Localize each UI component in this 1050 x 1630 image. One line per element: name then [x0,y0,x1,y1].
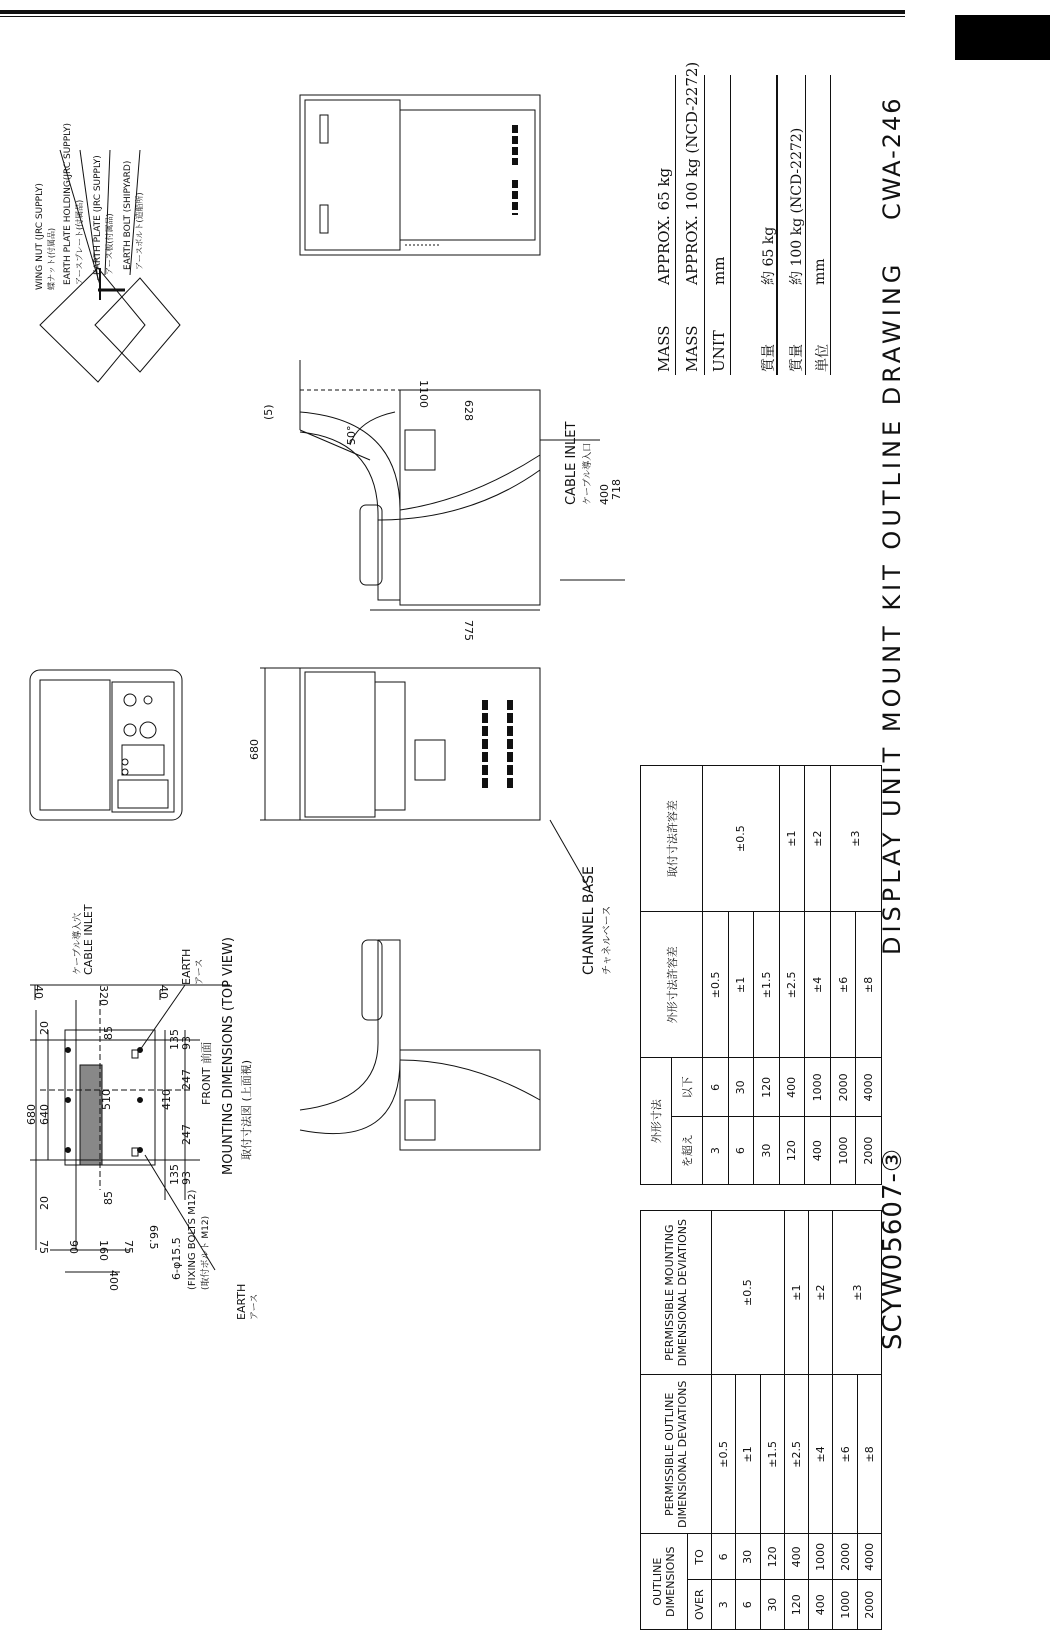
cell: 400 [805,1117,831,1185]
cell: ±2 [809,1211,833,1375]
mass2-value: APPROX. 100 kg (NCD-2272) [683,61,701,285]
cable-inlet-hatch [80,1065,102,1165]
drawing-title: DISPLAY UNIT MOUNT KIT OUTLINE DRAWING [878,260,906,955]
dim-775: 775 [462,620,475,641]
unit-value: mm [710,256,728,285]
cell: 400 [809,1580,833,1630]
side-cable-inlet-en: CABLE INLET [564,421,579,505]
cell: ±4 [805,912,831,1058]
cell: ±0.5 [703,766,780,912]
table-row [805,766,831,1185]
mount-earth-top-en: EARTH [180,948,193,985]
cell: 1000 [833,1580,857,1630]
cell: ±2.5 [784,1375,808,1534]
th-perm-mount: PERMISSIBLE MOUNTING DIMENSIONAL DEVIATIONS [641,1211,712,1375]
dim-angle: 50° [345,425,358,445]
dim-247b: 247 [180,1124,193,1145]
cell: 4000 [857,1534,881,1580]
cell: 1000 [830,1117,856,1185]
front-view-stand [300,668,540,820]
earth-label-1: WING NUT (JRC SUPPLY) [35,183,45,290]
mass2-label: MASS [683,325,701,372]
cell: 1000 [809,1534,833,1580]
jp-unit-value: mm [812,258,828,285]
mount-fixing: 6-φ15.5 [170,1237,183,1280]
cell: ±2.5 [779,912,805,1058]
cell: 120 [760,1534,784,1580]
mount-earth-bot-jp: アース [250,1293,260,1320]
cell: 400 [784,1534,808,1580]
cell: ±1 [779,766,805,912]
earth-label-2: EARTH PLATE HOLDING(JRC SUPPLY) [63,123,73,285]
dim-628: 628 [462,400,475,421]
cell: ±3 [833,1211,882,1375]
top-view-body [300,95,540,255]
earth-label-3-jp: アース板(付属品) [105,213,114,275]
side-cable-inlet-jp: ケーブル導入口 [583,442,593,505]
cell: 400 [779,1058,805,1117]
mount-title-en: MOUNTING DIMENSIONS (TOP VIEW) [221,937,236,1175]
cell: ±1.5 [754,912,780,1058]
dim-20a: 20 [38,1021,51,1035]
cell: 120 [779,1117,805,1185]
cell: 30 [754,1117,780,1185]
th-to: TO [687,1534,711,1580]
cell: 2000 [856,1117,882,1185]
cell: ±8 [857,1375,881,1534]
dim-85a: 85 [102,1026,115,1040]
cell: 120 [754,1058,780,1117]
dim-90: 90 [67,1240,80,1254]
jp-mass2-label: 質量 [789,344,805,372]
table-row [703,766,729,1185]
dim-93b: 93 [180,1171,193,1185]
cell: 2000 [830,1058,856,1117]
cell: ±1 [736,1375,760,1534]
earth-label-1-jp: 蝶ナット(付属品) [47,227,56,290]
mount-earth-top-jp: アース [195,958,205,985]
dim-85b: 85 [102,1191,115,1205]
dim-1100: 1100 [417,380,430,408]
dim-510: 510 [100,1089,113,1110]
cell: ±1 [784,1211,808,1375]
th-jp-over: を超え [672,1117,703,1185]
cell: 3 [712,1580,736,1630]
dim-135a: 135 [168,1029,181,1050]
cell: 6 [728,1117,754,1185]
dim-320: 320 [97,985,110,1006]
table-row [784,1211,808,1630]
side-view-body [400,390,540,605]
mount-fixing-bolts-jp: (取付ボルト M12) [201,1215,211,1290]
model-number: CWA-246 [878,96,906,220]
cell: ±1.5 [760,1375,784,1534]
dim-40b: 40 [157,985,170,999]
dim-160: 160 [97,1240,110,1261]
th-jp-perm-outline: 外形寸法許容差 [641,912,703,1058]
cell: 3 [703,1117,729,1185]
dim-400-mount: 400 [107,1270,120,1291]
th-jp-outline: 外形寸法 [641,1058,672,1185]
table-row [830,766,856,1185]
tolerance-table-jp [640,495,882,1185]
jp-mass2-value: 約 100 kg (NCD-2272) [789,127,805,285]
dim-640: 640 [38,1104,51,1125]
table-row [712,1211,736,1630]
mount-cable-inlet-jp: ケーブル導入穴 [73,912,83,975]
table-row [809,1211,833,1630]
th-jp-perm-mount: 取付寸法許容差 [641,766,703,912]
dim-718: 718 [610,479,623,500]
cell: 6 [712,1534,736,1580]
dim-40a: 40 [32,985,45,999]
dim-135b: 135 [168,1164,181,1185]
cell: 6 [703,1058,729,1117]
earth-label-4-jp: アースボルト(造船所) [135,192,144,270]
cell: 1000 [805,1058,831,1117]
cell: ±1 [728,912,754,1058]
cell: ±6 [833,1375,857,1534]
cell: ±6 [830,912,856,1058]
dim-400-side: 400 [598,484,611,505]
dim-75a: 75 [37,1240,50,1254]
dim-75b: 75 [122,1240,135,1254]
dim-5: (5) [262,404,275,420]
th-outline: OUTLINE DIMENSIONS [641,1534,688,1630]
cell: 120 [784,1580,808,1630]
dim-680-front: 680 [248,739,261,760]
cell: ±4 [809,1375,833,1534]
cell: ±0.5 [703,912,729,1058]
mount-front: FRONT 前面 [200,1041,213,1105]
mount-title-jp: 取付寸法図 (上面視) [240,1059,253,1160]
dim-665: 66.5 [147,1225,160,1250]
th-perm-outline: PERMISSIBLE OUTLINE DIMENSIONAL DEVIATIONS [641,1375,712,1534]
dim-410: 410 [160,1089,173,1110]
cell: ±8 [856,912,882,1058]
cell: 2000 [857,1580,881,1630]
cell: 30 [728,1058,754,1117]
drawing-number: SCYW05607-③ [878,1147,908,1350]
earth-label-2-jp: アースプレート(付属品) [75,199,84,285]
cell: 30 [736,1534,760,1580]
mount-cable-inlet-en: CABLE INLET [82,904,95,975]
jp-mass1-value: 約 65 kg [761,226,777,285]
cell: 6 [736,1580,760,1630]
jp-mass1-label: 質量 [761,344,777,372]
channel-base-jp: チャネルベース [602,905,613,975]
mount-earth-bot-en: EARTH [235,1283,248,1320]
cell: ±0.5 [712,1375,736,1534]
dim-20b: 20 [38,1196,51,1210]
channel-base-en: CHANNEL BASE [581,866,597,975]
dim-680: 680 [25,1104,38,1125]
th-jp-to: 以下 [672,1058,703,1117]
cell: 2000 [833,1534,857,1580]
mass1-value: APPROX. 65 kg [655,167,673,285]
cell: ±2 [805,766,831,912]
dim-93a: 93 [180,1036,193,1050]
cell: 4000 [856,1058,882,1117]
jp-unit-label: 単位 [815,344,831,372]
unit-label: UNIT [710,330,728,372]
mass1-label: MASS [655,325,673,372]
earth-label-3: EARTH PLATE (JRC SUPPLY) [93,155,103,275]
table-row [779,766,805,1185]
cell: ±0.5 [712,1211,785,1375]
dim-247a: 247 [180,1069,193,1090]
cell: 30 [760,1580,784,1630]
mount-fixing-bolts-en: (FIXING BOLTS M12) [187,1189,198,1290]
table-row [833,1211,857,1630]
cell: ±3 [830,766,881,912]
th-over: OVER [687,1580,711,1630]
earth-label-4: EARTH BOLT (SHIPYARD) [123,160,133,270]
